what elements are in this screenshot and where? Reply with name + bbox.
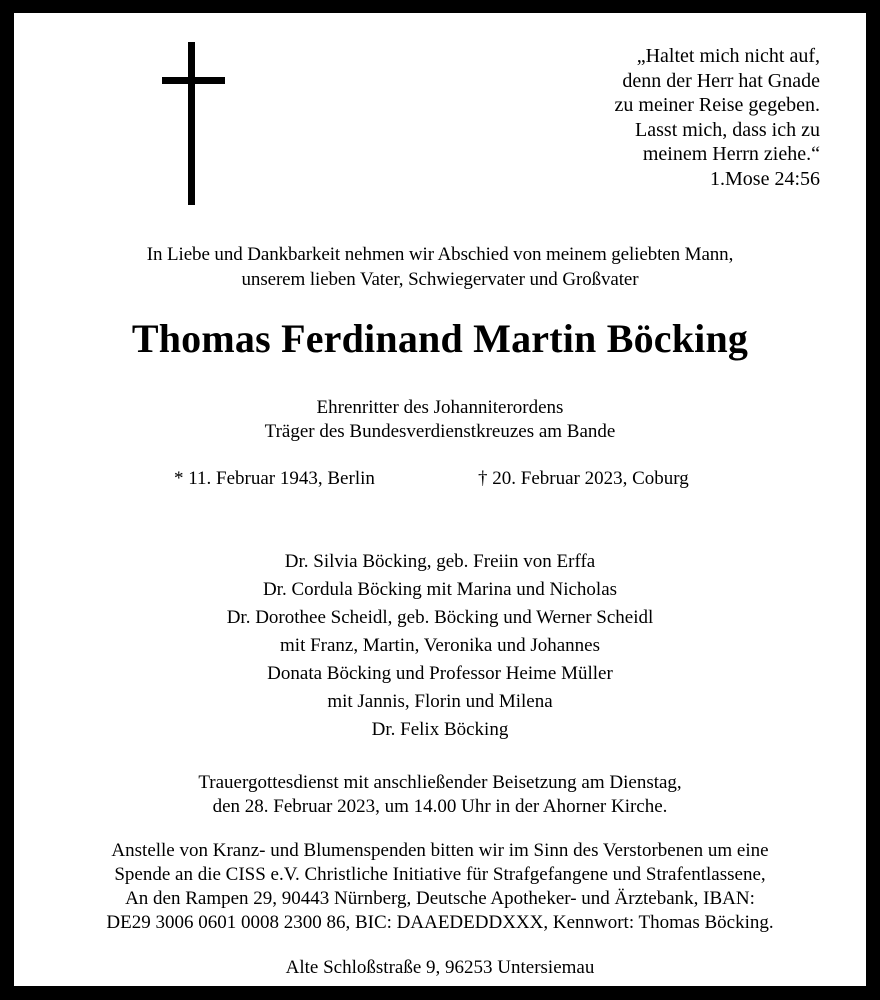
donation-line: Anstelle von Kranz- und Blumenspenden bitten wir im Sinn des Verstorbenen um eine xyxy=(111,840,769,861)
quote-line: meinem Herrn ziehe.“ xyxy=(642,143,820,165)
quote-source: 1.Mose 24:56 xyxy=(710,167,820,190)
birth-date: * 11. Februar 1943, Berlin xyxy=(174,468,375,489)
family-member: Dr. Felix Böcking xyxy=(371,719,509,740)
family-member: Dr. Cordula Böcking mit Marina und Nicholas xyxy=(262,579,618,600)
quote-line: Lasst mich, dass ich zu xyxy=(635,118,820,141)
funeral-service-info xyxy=(14,771,866,819)
quote-line: zu meiner Reise gegeben. xyxy=(614,94,820,116)
family-member: Dr. Dorothee Scheidl, geb. Böcking und Werner Scheidl xyxy=(226,607,654,628)
intro-line: In Liebe und Dankbarkeit nehmen wir Abschied von meinem geliebten Mann, xyxy=(146,244,734,265)
cross-icon xyxy=(162,42,225,205)
title-line: Ehrenritter des Johanniterordens xyxy=(316,397,564,418)
intro-text xyxy=(14,242,866,292)
family-member: mit Franz, Martin, Veronika und Johannes xyxy=(280,635,600,656)
deceased-titles xyxy=(14,396,866,444)
service-line: Trauergottesdienst mit anschließender Beisetzung am Dienstag, xyxy=(198,772,682,793)
cross-vertical-bar xyxy=(188,42,195,205)
service-line: den 28. Februar 2023, um 14.00 Uhr in der Ahorner Kirche. xyxy=(212,796,668,817)
family-member: mit Jannis, Florin und Milena xyxy=(327,691,553,712)
family-member: Dr. Silvia Böcking, geb. Freiin von Erffa xyxy=(284,551,596,572)
quote-line: denn der Herr hat Gnade xyxy=(622,69,820,92)
family-list xyxy=(14,548,866,744)
donation-line: DE29 3006 0601 0008 2300 86, BIC: DAAEDEDDXXX, Kennwort: Thomas Böcking. xyxy=(106,912,774,933)
family-member: Donata Böcking und Professor Heime Müller xyxy=(267,663,613,684)
donation-line: An den Rampen 29, 90443 Nürnberg, Deutsche Apotheker- und Ärztebank, IBAN: xyxy=(125,888,755,909)
quote-line: „Haltet mich nicht auf, xyxy=(636,45,820,67)
deceased-name: Thomas Ferdinand Martin Böcking xyxy=(131,316,749,361)
death-date: † 20. Februar 2023, Coburg xyxy=(478,468,689,489)
family-address: Alte Schloßstraße 9, 96253 Untersiemau xyxy=(285,957,595,978)
title-line: Träger des Bundesverdienstkreuzes am Bande xyxy=(264,421,616,442)
cross-horizontal-bar xyxy=(162,77,225,84)
obituary-notice xyxy=(14,13,866,986)
intro-line: unserem lieben Vater, Schwiegervater und Großvater xyxy=(241,269,639,290)
bible-quote xyxy=(615,44,820,191)
donation-info xyxy=(14,839,866,935)
donation-line: Spende an die CISS e.V. Christliche Initiative für Strafgefangene und Strafentlassene, xyxy=(114,864,766,885)
